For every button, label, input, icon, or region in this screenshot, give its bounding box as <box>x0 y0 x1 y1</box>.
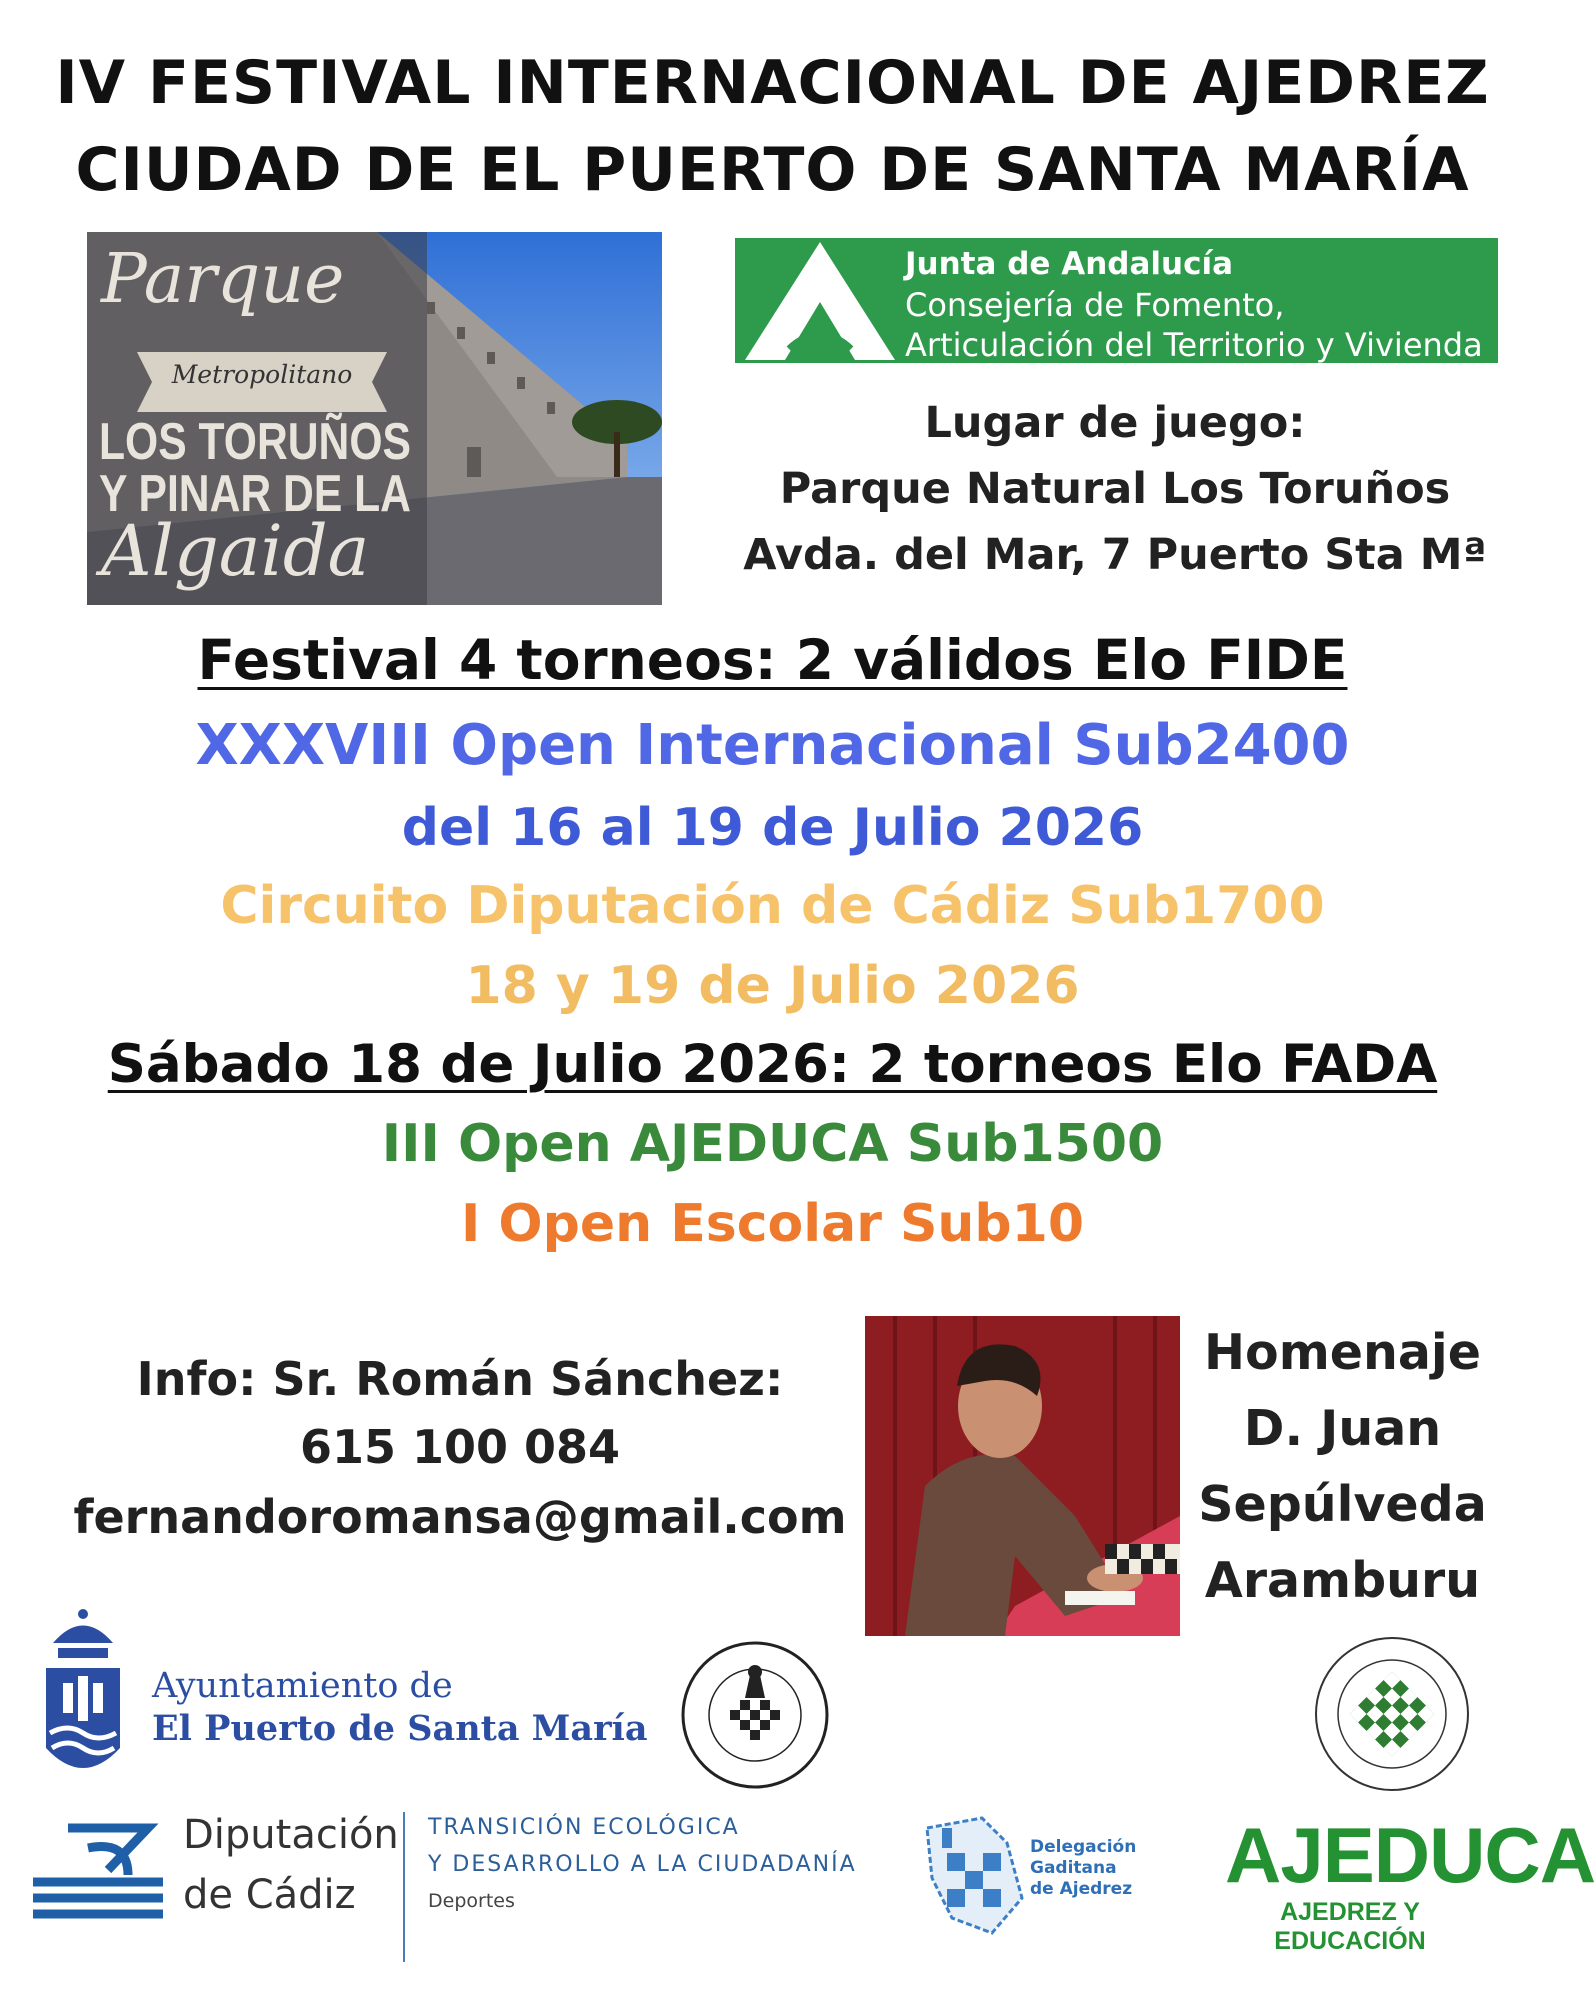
poster-title-line-1: IV FESTIVAL INTERNACIONAL DE AJEDREZ <box>55 48 1490 118</box>
ayuntamiento-line-2: El Puerto de Santa María <box>152 1708 648 1749</box>
ajeduca-open-title: III Open AJEDUCA Sub1500 <box>381 1114 1164 1174</box>
junta-name: Junta de Andalucía <box>905 246 1233 282</box>
park-word-algaida: Algaida <box>101 510 370 592</box>
junta-logo-icon <box>745 242 895 360</box>
venue-label: Lugar de juego: <box>924 398 1306 448</box>
homenaje-line-4: Aramburu <box>1204 1552 1481 1609</box>
park-ribbon-text: Metropolitano <box>171 360 353 389</box>
diputacion-line-2: de Cádiz <box>183 1872 356 1918</box>
ajeduca-logo-name: AJEDUCA <box>1225 1811 1595 1899</box>
festival-heading: Festival 4 torneos: 2 válidos Elo FIDE <box>197 628 1348 692</box>
park-line-torunos: LOS TORUÑOS <box>99 413 411 471</box>
homenaje-line-3: Sepúlveda <box>1198 1476 1487 1533</box>
junta-area: Articulación del Territorio y Vivienda <box>905 326 1483 364</box>
delegacion-line-2: Gaditana <box>1030 1858 1117 1878</box>
circuito-diputacion-title: Circuito Diputación de Cádiz Sub1700 <box>220 876 1325 936</box>
park-line-pinar: Y PINAR DE LA <box>99 465 411 523</box>
diputacion-line-1: Diputación <box>183 1812 399 1858</box>
diputacion-area-line-2: Y DESARROLLO A LA CIUDADANÍA <box>428 1852 857 1877</box>
circuito-diputacion-dates: 18 y 19 de Julio 2026 <box>465 956 1080 1016</box>
info-contact: Info: Sr. Román Sánchez: <box>136 1352 784 1406</box>
park-word-parque: Parque <box>101 240 345 319</box>
portrait-photo <box>865 1316 1180 1636</box>
info-email[interactable]: fernandoromansa@gmail.com <box>73 1490 847 1544</box>
venue-name: Parque Natural Los Toruños <box>779 464 1451 514</box>
info-phone[interactable]: 615 100 084 <box>299 1420 621 1474</box>
fada-heading: Sábado 18 de Julio 2026: 2 torneos Elo FADA <box>107 1034 1438 1095</box>
junta-consejeria: Consejería de Fomento, <box>905 286 1285 324</box>
poster-title-line-2: CIUDAD DE EL PUERTO DE SANTA MARÍA <box>75 135 1470 205</box>
escolar-open-title: I Open Escolar Sub10 <box>460 1194 1084 1254</box>
delegacion-gaditana-logo-icon <box>912 1808 1042 1938</box>
diputacion-cadiz-logo-icon <box>28 1820 168 1920</box>
homenaje-line-1: Homenaje <box>1204 1324 1481 1381</box>
ajeduca-logo-tagline: AJEDREZ Y EDUCACIÓN <box>1274 1898 1426 1955</box>
diputacion-divider <box>403 1812 405 1962</box>
pena-ajedrecistica-logo-icon <box>680 1640 830 1790</box>
federacion-andaluza-logo-icon <box>1312 1634 1472 1794</box>
venue-address: Avda. del Mar, 7 Puerto Sta Mª <box>743 530 1487 580</box>
park-photo <box>87 232 662 605</box>
delegacion-line-1: Delegación <box>1030 1837 1137 1857</box>
ayuntamiento-line-1: Ayuntamiento de <box>152 1666 453 1706</box>
delegacion-line-3: de Ajedrez <box>1030 1879 1133 1899</box>
homenaje-line-2: D. Juan <box>1243 1400 1442 1457</box>
open-internacional-dates: del 16 al 19 de Julio 2026 <box>401 798 1144 858</box>
ayuntamiento-crest-icon <box>38 1608 128 1788</box>
junta-andalucia-banner <box>735 238 1498 363</box>
open-internacional-title: XXXVIII Open Internacional Sub2400 <box>195 713 1350 778</box>
diputacion-area-line-3: Deportes <box>428 1890 515 1912</box>
diputacion-area-line-1: TRANSICIÓN ECOLÓGICA <box>428 1815 740 1840</box>
